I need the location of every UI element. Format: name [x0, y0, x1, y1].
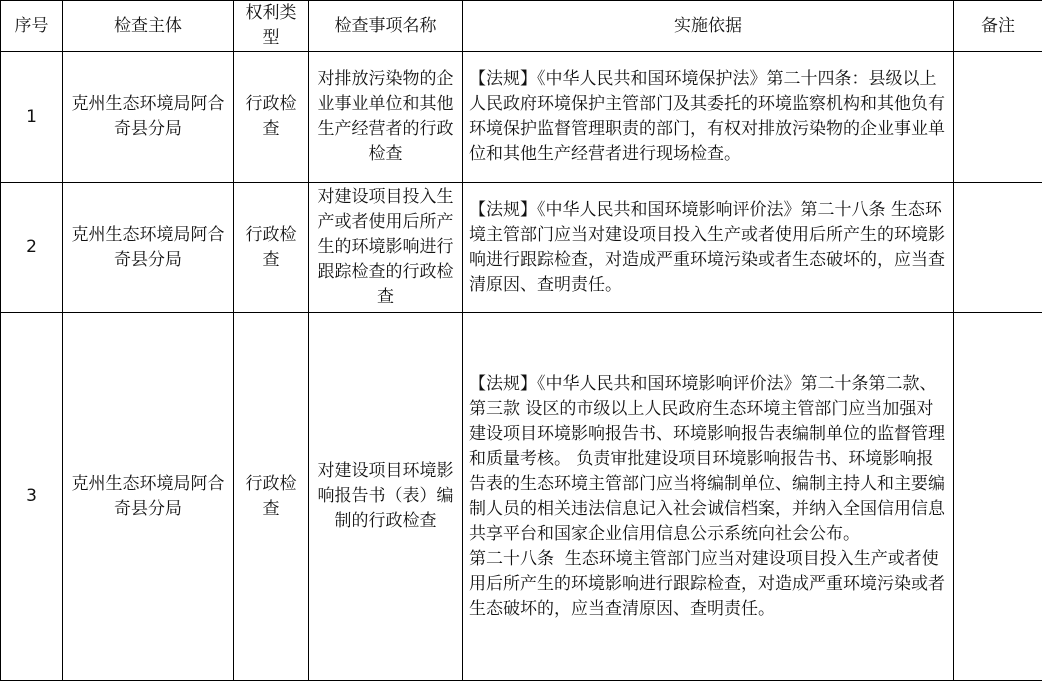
cell-subject: 克州生态环境局阿合奇县分局 [63, 52, 234, 183]
header-type: 权利类型 [234, 1, 309, 52]
table-row [1, 52, 1042, 183]
cell-item: 对建设项目投入生产或者使用后所产生的环境影响进行跟踪检查的行政检查 [309, 183, 463, 313]
cell-basis: 【法规】《中华人民共和国环境保护法》第二十四条：县级以上人民政府环境保护主管部门及其委托的环境监察机构和其他负有环境保护监督管理职责的部门，有权对排放污染物的企业事业单位和其他生产经营者进行现场检查。 [463, 52, 954, 183]
cell-note [954, 183, 1042, 313]
cell-no: 1 [1, 52, 63, 183]
cell-no: 2 [1, 183, 63, 313]
cell-item: 对排放污染物的企业事业单位和其他生产经营者的行政检查 [309, 52, 463, 183]
cell-item: 对建设项目环境影响报告书（表）编制的行政检查 [309, 313, 463, 681]
cell-no: 3 [1, 313, 63, 681]
header-basis: 实施依据 [463, 1, 954, 52]
cell-subject: 克州生态环境局阿合奇县分局 [63, 183, 234, 313]
table-row [1, 183, 1042, 313]
cell-note [954, 52, 1042, 183]
table-header-row [1, 1, 1042, 52]
table-row [1, 313, 1042, 681]
header-no: 序号 [1, 1, 63, 52]
header-item: 检查事项名称 [309, 1, 463, 52]
cell-type: 行政检查 [234, 52, 309, 183]
cell-subject: 克州生态环境局阿合奇县分局 [63, 313, 234, 681]
header-subject: 检查主体 [63, 1, 234, 52]
cell-type: 行政检查 [234, 183, 309, 313]
header-note: 备注 [954, 1, 1042, 52]
cell-note [954, 313, 1042, 681]
cell-basis: 【法规】《中华人民共和国环境影响评价法》第二十八条 生态环境主管部门应当对建设项目投入生产或者使用后所产生的环境影响进行跟踪检查，对造成严重环境污染或者生态破坏的，应当查清原因、查明责任。 [463, 183, 954, 313]
cell-type: 行政检查 [234, 313, 309, 681]
cell-basis: 【法规】《中华人民共和国环境影响评价法》第二十条第二款、第三款 设区的市级以上人民政府生态环境主管部门应当加强对建设项目环境影响报告书、环境影响报告表编制单位的监督管理和质量考核。 负责审批建设项目环境影响报告书、环境影响报告表的生态环境主管部门应当将编制单位、编制主持人和主要编制人员的相关违法信息记入社会诚信档案，并纳入全国信用信息共享平台和国家企业信用信息公示系统向社会公布。 第二十八条 生态环境主管部门应当对建设项目投入生产或者使用后所产生的环境影响进行跟踪检查，对造成严重环境污染或者生态破坏的，应当查清原因、查明责任。 [463, 313, 954, 681]
